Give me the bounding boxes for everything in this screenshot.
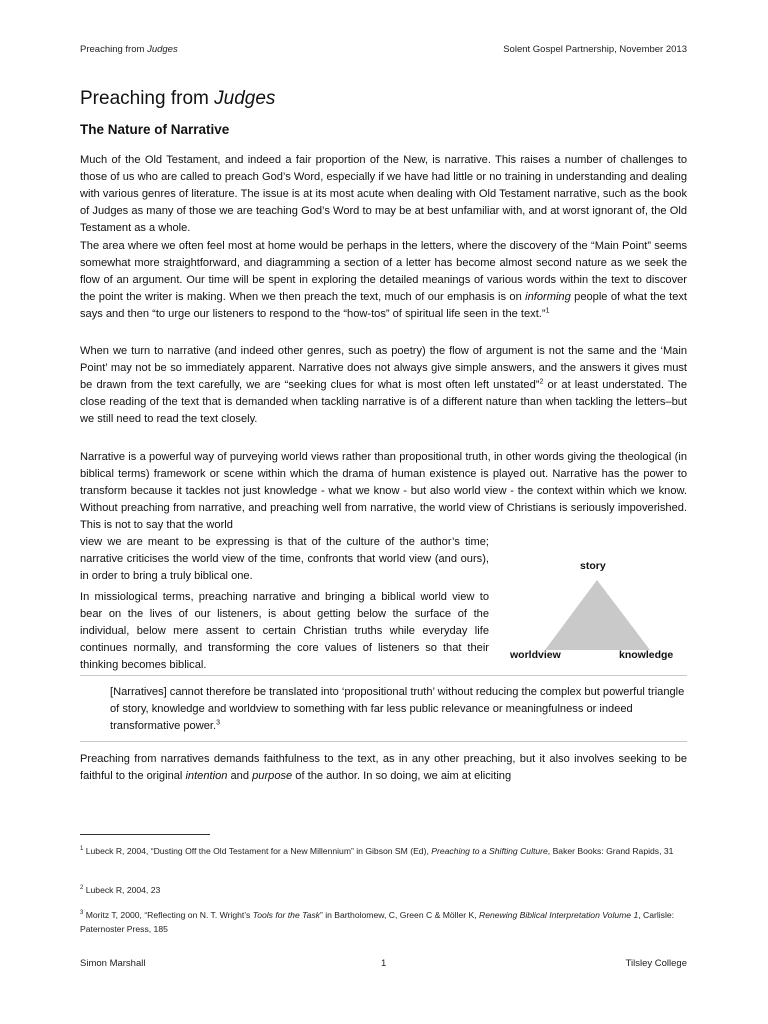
footnote-separator bbox=[80, 834, 210, 835]
paragraph-5: In missiological terms, preaching narrative and bringing a biblical world view to bear on the lives of our listeners, is about getting below the surface of the individual, below mere assent to certain Christian truths while everyday life continues normally, and transforming the core values of listeners so that their thinking becomes biblical. bbox=[80, 591, 489, 671]
paragraph-1: Much of the Old Testament, and indeed a fair proportion of the New, is narrative. This raises a number of challenges to those of us who are called to preach God’s Word, especially if we have had little or no training in understanding and dealing with various genres of literature. The issue is at its most acute when dealing with Old Testament narrative, such as the book of Judges as many of those we are teaching God’s Word to may be at best unfamiliar with, and at worst ignorant of, the Old Testament as a whole. bbox=[80, 154, 687, 234]
triangle-label-worldview: worldview bbox=[510, 649, 561, 661]
footnote-2: $^2$ Lubeck R, 2004, 23 bbox=[80, 885, 161, 895]
block-quote: [Narratives] cannot therefore be translated into ‘propositional truth’ without reducing the complex but powerful triangle of story, knowledge and worldview to something with far less public relevance or meaningfulness or indeed transformative power.$^3$ bbox=[80, 675, 687, 742]
paragraph-3: When we turn to narrative (and indeed other genres, such as poetry) the flow of argument is not the same and the ‘Main Point’ may not be so immediately apparent. Narrative does not always give simple answers, and the answers it gives must be drawn from the text carefully, we are “seeking clues for what is most often left unstated”$^2$ or at least understated. The close reading of the text that is demanded when tackling narrative is of a different nature than when tackling the letters–but we still need to read the text closely. bbox=[80, 345, 687, 425]
footer-author: Simon Marshall bbox=[80, 958, 146, 969]
footnote-ref-1[interactable]: 1 bbox=[545, 307, 550, 315]
narrative-triangle-diagram bbox=[505, 558, 690, 668]
footer-institution: Tilsley College bbox=[625, 958, 687, 969]
footnote-ref-3[interactable]: 3 bbox=[216, 719, 220, 727]
page-title: Preaching from Judges bbox=[80, 88, 276, 109]
page-number: 1 bbox=[381, 958, 387, 969]
paragraph-4-continued: view we are meant to be expressing is that of the culture of the author’s time; narrative criticises the world view of the time, confronts that world view (and ours), in order to bring a truly biblical one. bbox=[80, 536, 489, 582]
paragraph-2: The area where we often feel most at home would be perhaps in the letters, where the discovery of the “Main Point” seems somewhat more straightforward, and diagramming a section of a letter has become almost second nature as we seek the flow of an argument. Our time will be spent in exploring the detailed meanings of various words within the text to discover the point the writer is making. When we then preach the text, much of our emphasis is on informing people of what the text says and then “to urge our listeners to respond to the “how-tos” of spiritual life seen in the text.”$^1$ bbox=[80, 240, 687, 320]
paragraph-6: Preaching from narratives demands faithfulness to the text, as in any other preaching, but it also involves seeking to be faithful to the original intention and purpose of the author. In so doing, we aim at eliciting bbox=[80, 753, 687, 782]
running-header-left: Preaching from Judges bbox=[80, 44, 178, 55]
footnote-ref-2[interactable]: 2 bbox=[539, 378, 544, 386]
footnote-3: $^3$ Moritz T, 2000, “Reflecting on N. T. Wright’s Tools for the Task” in Bartholomew, C, Green C & Möller K, Renewing Biblical Interpretation Volume 1, Carlisle: Paternoster Press, 185 bbox=[80, 910, 675, 934]
running-header-right: Solent Gospel Partnership, November 2013 bbox=[503, 44, 687, 55]
triangle-label-knowledge: knowledge bbox=[619, 649, 674, 661]
section-title: The Nature of Narrative bbox=[80, 122, 230, 137]
triangle-label-story: story bbox=[580, 560, 606, 572]
paragraph-4: Narrative is a powerful way of purveying world views rather than propositional truth, in other words giving the theological (in biblical terms) framework or scene within which the drama of human existence is played out. Narrative has the power to transform because it tackles not just knowledge - what we know - but also world view - the context within which we know. Without preaching from narrative, and preaching well from narrative, the world view of Christians is seriously impoverished. This is not to say that the world bbox=[80, 451, 687, 531]
triangle-shape bbox=[545, 580, 650, 650]
footnote-1: $^1$ Lubeck R, 2004, “Dusting Off the Old Testament for a New Millennium” in Gibson SM (Ed), Preaching to a Shifting Culture, Baker Books: Grand Rapids, 31 bbox=[80, 846, 674, 856]
